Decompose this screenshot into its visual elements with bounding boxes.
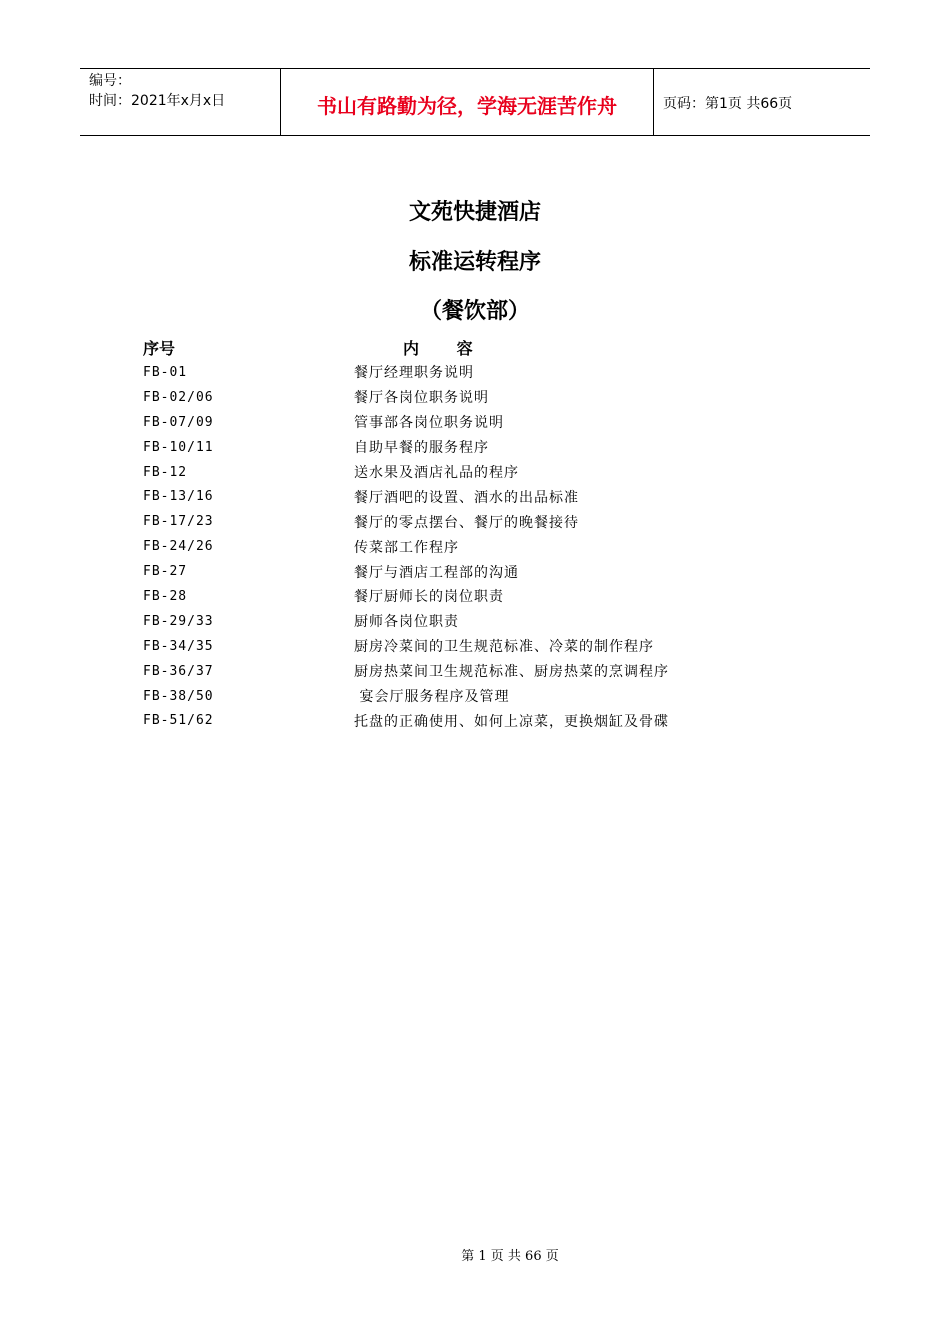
doc-time-label: 时间：2021年x月x日 [89, 93, 226, 109]
page-footer: 第 1 页 共 66 页 [461, 1249, 559, 1264]
toc-row [143, 634, 743, 659]
toc-rows [143, 360, 743, 733]
header-page-number: 页码：第1页 共66页 [663, 96, 793, 112]
toc-row [143, 460, 743, 485]
toc-header-row [143, 334, 743, 360]
toc-row [143, 584, 743, 609]
sop-title: 标准运转程序 [408, 249, 541, 275]
toc-row-code: FB-38/50 [143, 688, 214, 704]
toc-row-code: FB-01 [143, 364, 188, 380]
toc-row-code: FB-27 [143, 564, 188, 580]
toc-row-description: 管事部各岗位职务说明 [354, 415, 504, 432]
department-title: （餐饮部） [419, 298, 530, 324]
toc-row-code: FB-10/11 [143, 439, 214, 455]
toc-row [143, 659, 743, 684]
toc-row [143, 559, 743, 584]
toc-row-code: FB-24/26 [143, 539, 214, 555]
toc-row-description: 厨房冷菜间的卫生规范标准、冷菜的制作程序 [354, 639, 654, 656]
toc-row-description: 厨房热菜间卫生规范标准、厨房热菜的烹调程序 [354, 664, 669, 681]
toc-row-code: FB-28 [143, 588, 188, 604]
toc-row-code: FB-36/37 [143, 663, 214, 679]
toc-row [143, 360, 743, 385]
toc-row-description: 餐厅的零点摆台、餐厅的晚餐接待 [354, 514, 579, 531]
toc-row [143, 385, 743, 410]
toc-row-description: 托盘的正确使用、如何上凉菜，更换烟缸及骨碟 [354, 713, 669, 730]
toc-row [143, 484, 743, 509]
toc-row-code: FB-07/09 [143, 414, 214, 430]
toc-row-description: 自助早餐的服务程序 [354, 440, 489, 457]
toc-row-description: 餐厅各岗位职务说明 [354, 390, 489, 407]
toc-row [143, 684, 743, 709]
toc-row [143, 410, 743, 435]
toc-row-code: FB-02/06 [143, 389, 214, 405]
toc-row-description: 餐厅与酒店工程部的沟通 [354, 564, 519, 581]
toc-row [143, 534, 743, 559]
toc-row [143, 708, 743, 733]
toc-row [143, 509, 743, 534]
toc-column-content: 内 容 [403, 338, 489, 358]
page-header [80, 68, 870, 136]
table-of-contents [143, 334, 743, 733]
toc-row-description: 宴会厅服务程序及管理 [354, 689, 510, 706]
toc-row-description: 餐厅经理职务说明 [354, 365, 474, 382]
toc-row-code: FB-12 [143, 464, 188, 480]
toc-row [143, 609, 743, 634]
toc-row-code: FB-13/16 [143, 489, 214, 505]
toc-row-description: 送水果及酒店礼品的程序 [354, 465, 519, 481]
toc-row-description: 餐厅酒吧的设置、酒水的出品标准 [354, 489, 579, 506]
header-motto: 书山有路勤为径，学海无涯苦作舟 [281, 69, 654, 135]
toc-row-code: FB-29/33 [143, 613, 214, 629]
doc-number-label: 编号： [89, 73, 131, 89]
toc-row [143, 435, 743, 460]
toc-row-code: FB-17/23 [143, 514, 214, 530]
toc-row-description: 厨师各岗位职责 [354, 614, 459, 631]
toc-column-code: 序号 [143, 338, 176, 358]
toc-row-description: 传菜部工作程序 [354, 539, 459, 556]
hotel-title: 文苑快捷酒店 [408, 199, 541, 225]
toc-row-code: FB-34/35 [143, 638, 214, 654]
toc-row-code: FB-51/62 [143, 713, 214, 729]
header-meta-cell [80, 69, 281, 135]
toc-row-description: 餐厅厨师长的岗位职责 [354, 589, 504, 606]
